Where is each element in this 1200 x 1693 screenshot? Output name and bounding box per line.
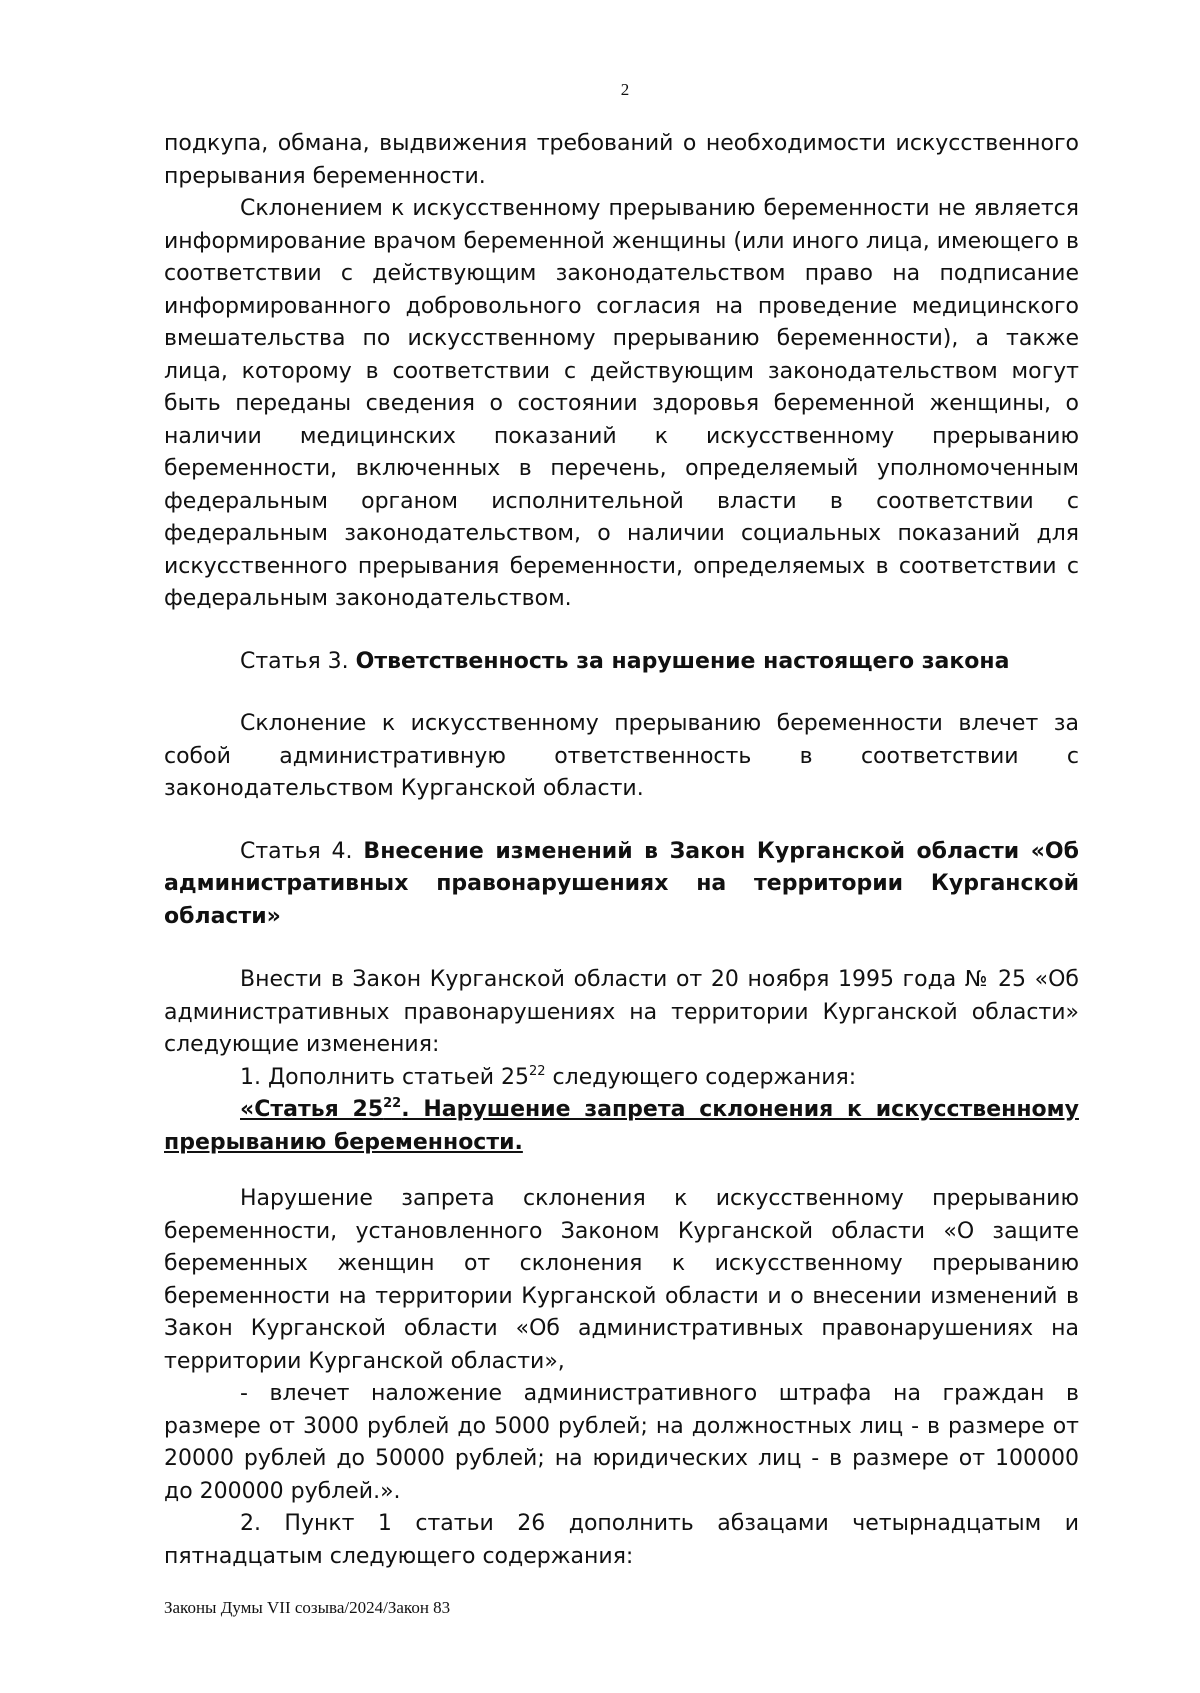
document-body: [164, 128, 1079, 1573]
paragraph: Склонение к искусственному прерыванию беременности влечет за собой административную ответственность в соответствии с законодательством Курганской области.: [164, 711, 1079, 801]
paragraph: Нарушение запрета склонения к искусственному прерыванию беременности, установленного Законом Курганской области «О защите беременных женщин от склонения к искусственному прерыванию беременности на территории Курганской области и о внесении изменений в Закон Курганской области «Об административных правонарушениях на территории Курганской области»,: [164, 1186, 1079, 1374]
article-3-title: Ответственность за нарушение настоящего закона: [355, 648, 1010, 674]
article-4-title: Внесение изменений в Закон Курганской области «Об административных правонарушениях на территории Курганской области»: [164, 838, 1079, 929]
list-item-1-suffix: следующего содержания:: [545, 1064, 857, 1090]
list-item-1: [164, 1062, 1079, 1095]
superscript: 22: [529, 1063, 546, 1079]
article-3-heading: [164, 646, 1079, 679]
superscript: 22: [383, 1096, 402, 1111]
paragraph: подкупа, обмана, выдвижения требований о необходимости искусственного прерывания беременности.: [164, 131, 1079, 189]
new-article-heading: [164, 1094, 1079, 1159]
list-item-1-prefix: 1. Дополнить статьей 25: [240, 1064, 529, 1090]
new-article-title: . Нарушение запрета склонения к искусственному прерыванию беременности.: [164, 1097, 1079, 1155]
new-article-prefix: «Статья 25: [240, 1097, 384, 1122]
page-number: 2: [620, 80, 630, 99]
paragraph: Склонением к искусственному прерыванию беременности не является информирование врачом беременной женщины (или иного лица, имеющего в соответствии с действующим законодательством право на подписание информированного добровольного согласия на проведение медицинского вмешательства по искусственному прерыванию беременности), а также лица, которому в соответствии с действующим законодательством могут быть переданы сведения о состоянии здоровья беременной женщины, о наличии медицинских показаний к искусственному прерыванию беременности, включенных в перечень, определяемый уполномоченным федеральным органом исполнительной власти в соответствии с федеральным законодательством, о наличии социальных показаний для искусственного прерывания беременности, определяемых в соответствии с федеральным законодательством.: [164, 196, 1079, 611]
article-4-label: Статья 4.: [240, 838, 353, 864]
paragraph: - влечет наложение административного штрафа на граждан в размере от 3000 рублей до 5000 рублей; на должностных лиц - в размере от 20000 рублей до 50000 рублей; на юридических лиц - в размере от 100000 до 200000 рублей.».: [164, 1381, 1079, 1504]
paragraph: 2. Пункт 1 статьи 26 дополнить абзацами четырнадцатым и пятнадцатым следующего содержания:: [164, 1511, 1079, 1569]
footer: Законы Думы VII созыва/2024/Закон 83: [164, 1598, 451, 1617]
article-3-label: Статья 3.: [240, 648, 349, 674]
paragraph: Внести в Закон Курганской области от 20 ноября 1995 года № 25 «Об административных правонарушениях на территории Курганской области» следующие изменения:: [164, 967, 1079, 1057]
article-4-heading: [164, 836, 1079, 934]
